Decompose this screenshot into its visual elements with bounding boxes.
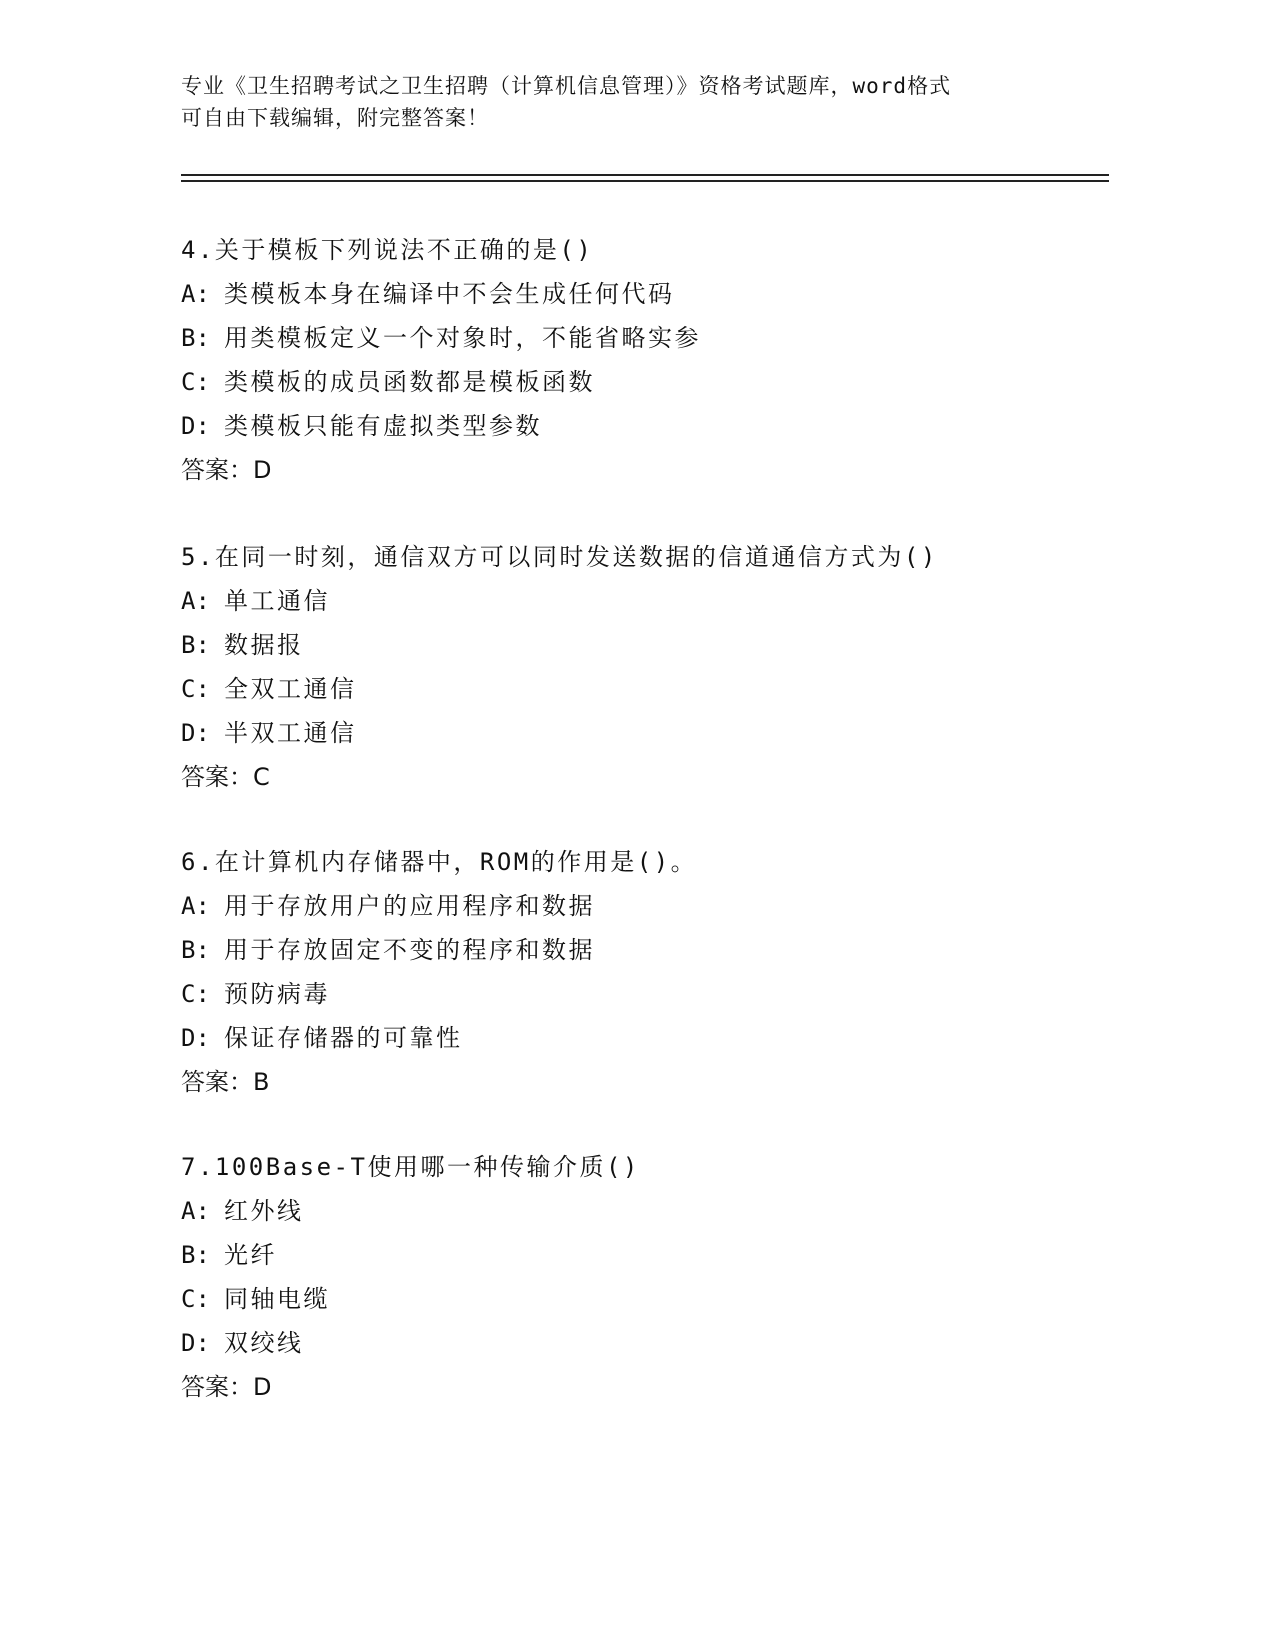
option-text: 全双工通信 [224,675,357,703]
option-letter: B: [181,936,210,964]
question-block [181,840,1181,1104]
option-text: 保证存储器的可靠性 [224,1024,463,1052]
option-letter: A: [181,892,210,920]
question-block [181,535,1181,799]
option-letter: D: [181,719,210,747]
option-b [181,316,1181,360]
option-text: 用于存放固定不变的程序和数据 [224,936,595,964]
option-c [181,667,1181,711]
option-text: 同轴电缆 [224,1285,330,1313]
option-c [181,972,1181,1016]
option-letter: C: [181,1285,210,1313]
option-d [181,711,1181,755]
header-line-2: 可自由下载编辑，附完整答案！ [181,106,489,130]
option-text: 数据报 [224,631,304,659]
option-b [181,928,1181,972]
header-divider-top [181,174,1109,176]
option-a [181,884,1181,928]
header-line-1: 专业《卫生招聘考试之卫生招聘（计算机信息管理）》资格考试题库，word格式 [181,74,952,98]
option-letter: A: [181,1197,210,1225]
question-stem: 4.关于模板下列说法不正确的是() [181,236,594,264]
document-header [181,70,1081,134]
question-block [181,228,1181,492]
answer-key: 答案：D [181,456,272,484]
option-d [181,1016,1181,1060]
question-stem: 7.100Base-T使用哪一种传输介质() [181,1153,640,1181]
option-letter: D: [181,1329,210,1357]
header-divider-bottom [181,180,1109,182]
option-letter: B: [181,631,210,659]
answer-key: 答案：C [181,763,270,791]
option-text: 类模板的成员函数都是模板函数 [224,368,595,396]
question-stem: 6.在计算机内存储器中，ROM的作用是()。 [181,848,698,876]
option-d [181,1321,1181,1365]
option-letter: C: [181,980,210,1008]
option-c [181,360,1181,404]
option-letter: B: [181,324,210,352]
option-letter: A: [181,280,210,308]
option-text: 半双工通信 [224,719,357,747]
answer-key: 答案：B [181,1068,270,1096]
option-text: 光纤 [224,1241,277,1269]
option-text: 单工通信 [224,587,330,615]
option-letter: D: [181,412,210,440]
question-block [181,1145,1181,1409]
answer-key: 答案：D [181,1373,272,1401]
option-b [181,1233,1181,1277]
option-b [181,623,1181,667]
option-text: 用类模板定义一个对象时，不能省略实参 [224,324,701,352]
option-c [181,1277,1181,1321]
option-d [181,404,1181,448]
option-text: 类模板本身在编译中不会生成任何代码 [224,280,675,308]
option-a [181,1189,1181,1233]
question-stem: 5.在同一时刻，通信双方可以同时发送数据的信道通信方式为() [181,543,938,571]
option-text: 红外线 [224,1197,304,1225]
option-letter: C: [181,675,210,703]
option-text: 用于存放用户的应用程序和数据 [224,892,595,920]
option-text: 类模板只能有虚拟类型参数 [224,412,542,440]
option-letter: B: [181,1241,210,1269]
option-a [181,579,1181,623]
option-a [181,272,1181,316]
option-letter: D: [181,1024,210,1052]
option-letter: A: [181,587,210,615]
option-text: 双绞线 [224,1329,304,1357]
option-text: 预防病毒 [224,980,330,1008]
option-letter: C: [181,368,210,396]
